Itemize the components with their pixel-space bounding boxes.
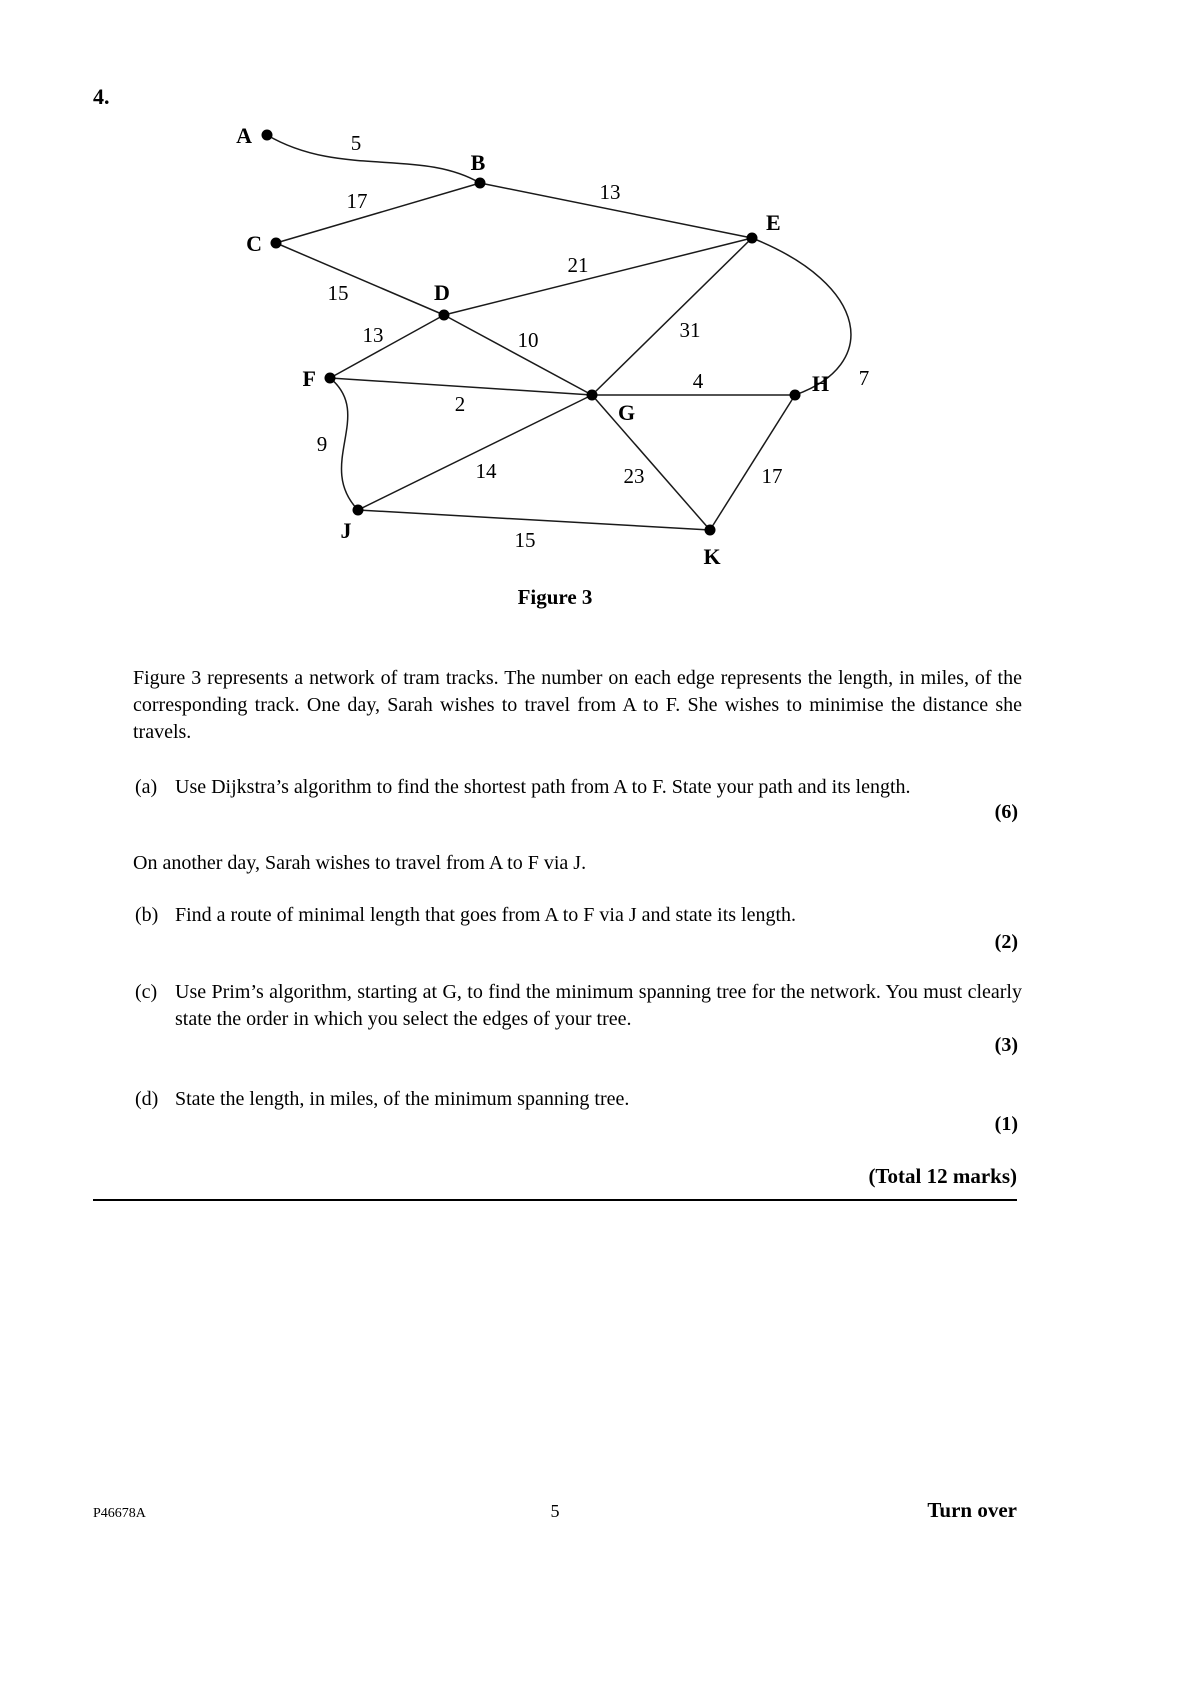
footer-paper-code: P46678A [93, 1506, 146, 1521]
node-label-F: F [302, 366, 316, 391]
footer-page-number: 5 [550, 1501, 560, 1521]
node-label-K: K [703, 544, 721, 569]
divider-rule [93, 1199, 1017, 1201]
total-marks: (Total 12 marks) [868, 1164, 1017, 1188]
edge-weight-G-J: 14 [475, 459, 497, 483]
figure-caption: Figure 3 [517, 585, 593, 609]
edge-F-J [330, 378, 358, 510]
edge-weight-G-H: 4 [692, 369, 704, 393]
part-b-label: (b) [135, 904, 159, 926]
edge-weight-F-J: 9 [316, 432, 328, 456]
edge-G-K [592, 395, 710, 530]
via-j-paragraph: On another day, Sarah wishes to travel from A to F via J. [133, 852, 587, 874]
edge-weight-H-K: 17 [761, 464, 783, 488]
edge-G-J [358, 395, 592, 510]
node-label-B: B [470, 150, 486, 175]
node-F [325, 373, 336, 384]
node-label-D: D [434, 280, 450, 305]
edge-weight-E-G: 31 [679, 318, 701, 342]
node-label-A: A [236, 123, 252, 148]
node-label-E: E [766, 210, 781, 235]
edge-D-G [444, 315, 592, 395]
edge-C-D [276, 243, 444, 315]
part-a-text: Use Dijkstra’s algorithm to find the shortest path from A to F. State your path and its length. [175, 776, 911, 798]
figure-3-network [0, 0, 1190, 640]
edge-J-K [358, 510, 710, 530]
edge-weight-A-B: 5 [350, 131, 362, 155]
edge-B-C [276, 183, 480, 243]
node-K [705, 525, 716, 536]
part-c [135, 979, 1022, 1033]
part-b-text: Find a route of minimal length that goes from A to F via J and state its length. [175, 904, 797, 926]
node-label-G: G [618, 400, 636, 425]
edge-H-K [710, 395, 795, 530]
question-number: 4. [93, 84, 110, 109]
edge-D-E [444, 238, 752, 315]
node-label-C: C [246, 231, 262, 256]
node-H [790, 390, 801, 401]
part-c-text: Use Prim’s algorithm, starting at G, to find the minimum spanning tree for the network. You must clearly state the order in which you select the edges of your tree. [175, 981, 1022, 1030]
edge-weight-G-K: 23 [623, 464, 645, 488]
edge-weight-J-K: 15 [514, 528, 536, 552]
edge-D-F [330, 315, 444, 378]
edge-E-G [592, 238, 752, 395]
edge-weight-B-C: 17 [346, 189, 368, 213]
edge-weight-E-H: 7 [858, 366, 870, 390]
part-a-marks: (6) [994, 801, 1018, 823]
node-B [475, 178, 486, 189]
edge-weight-D-G: 10 [517, 328, 539, 352]
part-c-label: (c) [135, 981, 158, 1003]
part-a-label: (a) [135, 776, 158, 798]
node-label-H: H [812, 371, 830, 396]
node-A [262, 130, 273, 141]
part-d-label: (d) [135, 1088, 159, 1110]
part-d [135, 1086, 1022, 1113]
edge-weight-D-F: 13 [362, 323, 384, 347]
node-label-J: J [340, 518, 352, 543]
edge-weight-F-G: 2 [454, 392, 466, 416]
edge-weight-B-E: 13 [599, 180, 621, 204]
node-D [439, 310, 450, 321]
edge-weight-D-E: 21 [567, 253, 589, 277]
part-b-marks: (2) [994, 931, 1018, 953]
node-J [353, 505, 364, 516]
node-C [271, 238, 282, 249]
footer-turn-over: Turn over [927, 1498, 1017, 1522]
edge-E-H [752, 238, 851, 395]
part-c-marks: (3) [994, 1034, 1018, 1056]
part-b [135, 902, 1022, 929]
part-a [135, 774, 1022, 801]
part-d-marks: (1) [994, 1113, 1018, 1135]
node-G [587, 390, 598, 401]
intro-paragraph: Figure 3 represents a network of tram tracks. The number on each edge represents the length, in miles, of the corresponding track. One day, Sarah wishes to travel from A to F. She wishes to minimise the distance she travels. [133, 667, 1022, 743]
node-E [747, 233, 758, 244]
edge-weight-C-D: 15 [327, 281, 349, 305]
edge-A-B [267, 135, 480, 183]
part-d-text: State the length, in miles, of the minimum spanning tree. [175, 1088, 630, 1110]
